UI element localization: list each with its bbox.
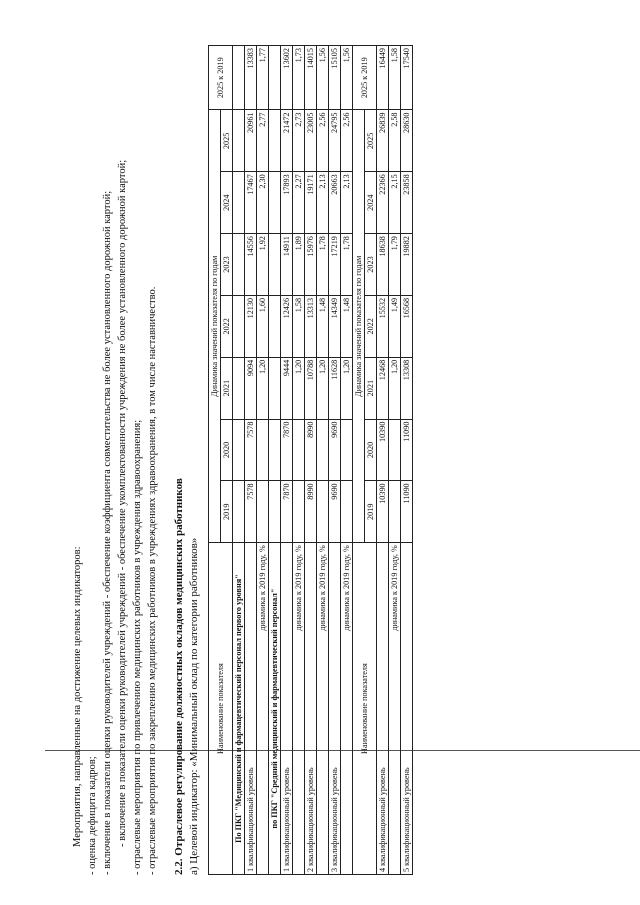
cell: 8990: [305, 481, 317, 543]
intro-line: - отраслевые мероприятия по закреплению медицинских работников в учреждениях здравоохранения, в том числе наставничество.: [147, 286, 158, 875]
cell: 13308: [401, 357, 413, 419]
cell: 15976: [305, 234, 317, 296]
table-row: [401, 46, 413, 875]
cell: 26839: [377, 110, 389, 172]
cell: [293, 419, 305, 481]
cell: 9444: [281, 357, 293, 419]
cell: 1,73: [293, 46, 305, 110]
cell: [389, 481, 401, 543]
cell: 28630: [401, 110, 413, 172]
cell: 1,77: [257, 46, 269, 110]
table-row: [281, 46, 293, 875]
intro-line: - отраслевые мероприятия по привлечению медицинских работников в учреждения здравоохранения;: [132, 419, 143, 875]
cell: 24795: [329, 110, 341, 172]
intro-line: - включение в показатели оценки руководителей учреждений - обеспечение укомплектованности учреждения не более установленного дорожной картой;: [117, 159, 128, 847]
year-header: 2021: [221, 357, 233, 419]
cell: 1,58: [389, 46, 401, 110]
cell: 1,20: [389, 357, 401, 419]
intro-text: [70, 45, 160, 875]
cell: 1,60: [257, 295, 269, 357]
column-header-dynamics: Динамика значений показателя по годам: [209, 110, 221, 543]
year-header: 2025: [365, 110, 377, 172]
cell: 12426: [281, 295, 293, 357]
table-row: [329, 46, 341, 875]
cell: 1,20: [293, 357, 305, 419]
cell: 10390: [377, 481, 389, 543]
cell: 14556: [245, 234, 257, 296]
cell: 2,27: [293, 172, 305, 234]
row-label: динамика к 2019 году, %: [317, 543, 329, 875]
cell: 17540: [401, 46, 413, 110]
table-row: [341, 46, 353, 875]
cell: 7870: [281, 419, 293, 481]
year-header: 2021: [365, 357, 377, 419]
row-label: 1 квалификационный уровень: [281, 543, 293, 875]
salary-table-1: [208, 45, 413, 875]
cell: 16568: [401, 295, 413, 357]
cell: [293, 481, 305, 543]
cell: 11090: [401, 481, 413, 543]
cell: 1,48: [317, 295, 329, 357]
cell: 23858: [401, 172, 413, 234]
cell: 18638: [377, 234, 389, 296]
year-header: 2023: [221, 234, 233, 296]
cell: 1,89: [293, 234, 305, 296]
cell: [317, 481, 329, 543]
cell: 13602: [281, 46, 293, 110]
cell: 1,49: [389, 295, 401, 357]
cell: 2,15: [389, 172, 401, 234]
column-header-dynamics: Динамика значений показателя по годам: [353, 110, 365, 543]
cell: 1,78: [341, 234, 353, 296]
row-label: динамика к 2019 году, %: [293, 543, 305, 875]
cell: 10788: [305, 357, 317, 419]
table-row: [257, 46, 269, 875]
cell: 15105: [329, 46, 341, 110]
row-label: динамика к 2019 году, %: [389, 543, 401, 875]
rotated-page-content: [70, 45, 600, 875]
row-label: динамика к 2019 году, %: [257, 543, 269, 875]
cell: 9690: [329, 481, 341, 543]
cell: 14349: [329, 295, 341, 357]
year-header: 2022: [365, 295, 377, 357]
cell: 19882: [401, 234, 413, 296]
cell: 1,79: [389, 234, 401, 296]
table-row: [305, 46, 317, 875]
cell: 10390: [377, 419, 389, 481]
cell: 2,13: [317, 172, 329, 234]
cell: 1,92: [257, 234, 269, 296]
cell: 11090: [401, 419, 413, 481]
cell: 2,13: [341, 172, 353, 234]
cell: [341, 481, 353, 543]
cell: 9094: [245, 357, 257, 419]
table-row: [389, 46, 401, 875]
year-header: 2020: [221, 419, 233, 481]
column-header-name: Наименование показателя: [353, 543, 377, 875]
year-header: 2025: [221, 110, 233, 172]
row-label: 4 квалификационный уровень: [377, 543, 389, 875]
row-label: 1 квалификационный уровень: [245, 543, 257, 875]
cell: 1,20: [341, 357, 353, 419]
column-header-2025-vs-2019: 2025 к 2019: [209, 46, 233, 110]
cell: 2,73: [293, 110, 305, 172]
cell: 2,77: [257, 110, 269, 172]
row-label: 5 квалификационный уровень: [401, 543, 413, 875]
cell: 1,58: [293, 295, 305, 357]
year-header: 2022: [221, 295, 233, 357]
section-heading: 2.2. Отраслевое регулирование должностных окладов медицинских работников: [173, 478, 185, 875]
year-header: 2024: [365, 172, 377, 234]
row-label: динамика к 2019 году, %: [341, 543, 353, 875]
cell: 17893: [281, 172, 293, 234]
column-header-2025-vs-2019: 2025 к 2019: [353, 46, 377, 110]
intro-line: - включение в показатели оценки руководителей учреждений - обеспечение коэффициента совместительства не более установленного дорожной картой;: [102, 190, 113, 875]
row-label: 3 квалификационный уровень: [329, 543, 341, 875]
table-row: [317, 46, 329, 875]
cell: 15532: [377, 295, 389, 357]
category-row: [269, 46, 281, 875]
cell: 1,20: [257, 357, 269, 419]
column-header-name: Наименование показателя: [209, 543, 233, 875]
category-row: [233, 46, 245, 875]
cell: [317, 419, 329, 481]
cell: [257, 419, 269, 481]
cell: 13313: [305, 295, 317, 357]
cell: 1,78: [317, 234, 329, 296]
cell: 17467: [245, 172, 257, 234]
category-label: По ПКГ "Медицинский и фармацевтический персонал первого уровня": [233, 543, 245, 875]
cell: 19171: [305, 172, 317, 234]
cell: 23005: [305, 110, 317, 172]
cell: 1,20: [317, 357, 329, 419]
cell: 14015: [305, 46, 317, 110]
cell: 21472: [281, 110, 293, 172]
cell: 7870: [281, 481, 293, 543]
intro-line: Мероприятия, направленные на достижение целевых индикаторов:: [72, 546, 83, 847]
cell: 12468: [377, 357, 389, 419]
cell: 2,58: [389, 110, 401, 172]
intro-line: - оценка дефицита кадров;: [87, 756, 98, 875]
cell: 7578: [245, 481, 257, 543]
cell: 8990: [305, 419, 317, 481]
cell: [389, 419, 401, 481]
table-header-row: [209, 46, 221, 875]
cell: 1,56: [317, 46, 329, 110]
cell: 1,56: [341, 46, 353, 110]
cell: 1,48: [341, 295, 353, 357]
table-row: [245, 46, 257, 875]
cell: 20961: [245, 110, 257, 172]
year-header: 2019: [365, 481, 377, 543]
year-header: 2024: [221, 172, 233, 234]
table-row: [377, 46, 389, 875]
cell: 2,30: [257, 172, 269, 234]
cell: 7578: [245, 419, 257, 481]
cell: 13383: [245, 46, 257, 110]
cell: 11628: [329, 357, 341, 419]
table-header-row: [353, 46, 365, 875]
table-row: [293, 46, 305, 875]
cell: 2,56: [341, 110, 353, 172]
section-subheading: а) Целевой индикатор: «Минимальный оклад по категории работников»: [188, 537, 200, 875]
cell: 9690: [329, 419, 341, 481]
cell: [257, 481, 269, 543]
cell: 16449: [377, 46, 389, 110]
cell: 17219: [329, 234, 341, 296]
year-header: 2020: [365, 419, 377, 481]
row-label: 2 квалификационный уровень: [305, 543, 317, 875]
cell: 12130: [245, 295, 257, 357]
cell: [341, 419, 353, 481]
cell: 22366: [377, 172, 389, 234]
cell: 14911: [281, 234, 293, 296]
category-label: по ПКГ "Средний медицинский и фармацевтический персонал": [269, 543, 281, 875]
cell: 20663: [329, 172, 341, 234]
year-header: 2023: [365, 234, 377, 296]
year-header: 2019: [221, 481, 233, 543]
cell: 2,56: [317, 110, 329, 172]
